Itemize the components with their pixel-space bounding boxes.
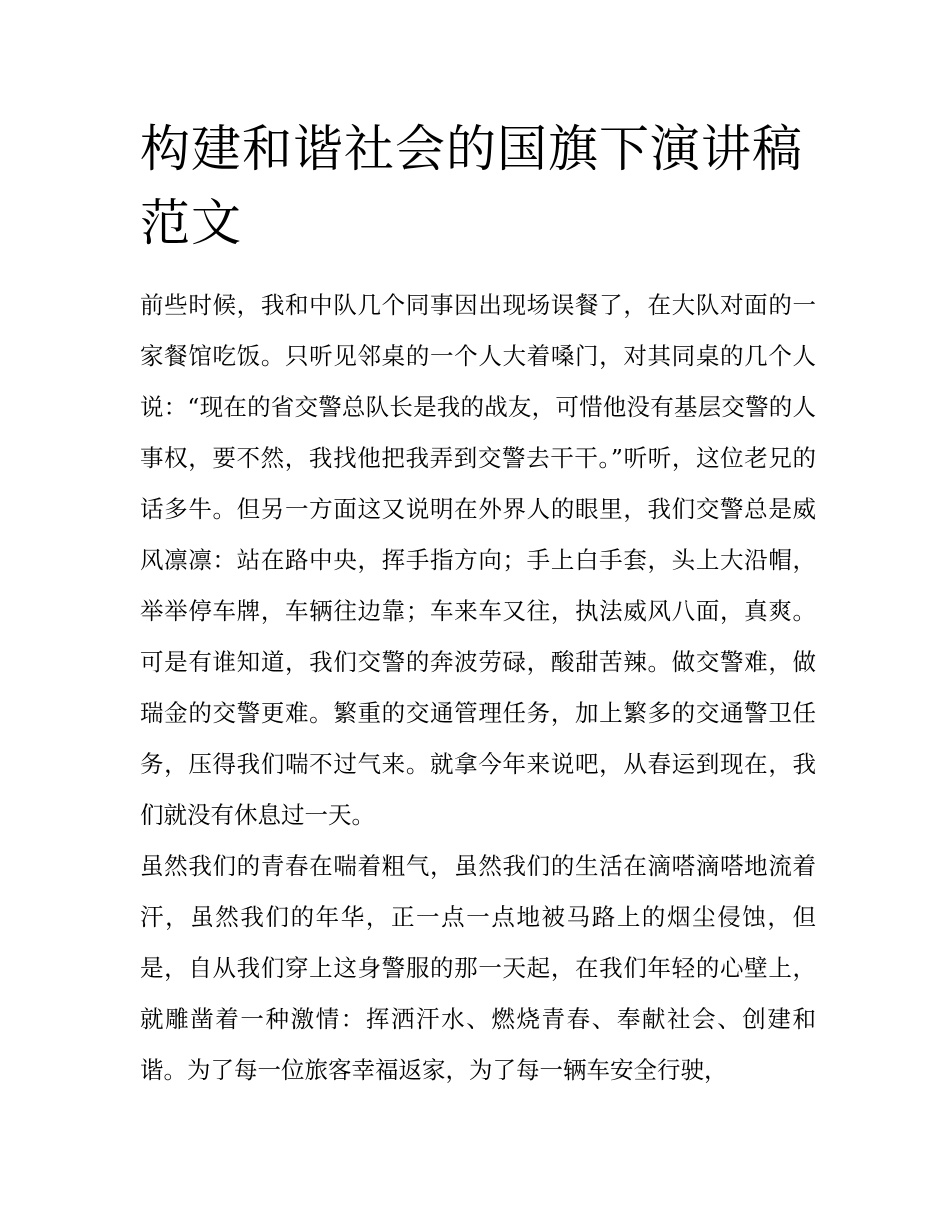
paragraph-1: 前些时候，我和中队几个同事因出现场误餐了，在大队对面的一家餐馆吃饭。只听见邻桌的一个人大着嗓门，对其同桌的几个人说：“现在的省交警总队长是我的战友，可惜他没有基层交警的人事权，要不然，我找他把我弄到交警去干干。”听听，这位老兄的话多牛。但另一方面这又说明在外界人的眼里，我们交警总是威风凛凛：站在路中央，挥手指方向；手上白手套，头上大沿帽，举举停车牌，车辆往边靠；车来车又往，执法威风八面，真爽。可是有谁知道，我们交警的奔波劳碌，酸甜苦辣。做交警难，做瑞金的交警更难。繁重的交通管理任务，加上繁多的交通警卫任务，压得我们喘不过气来。就拿今年来说吧，从春运到现在，我们就没有休息过一天。 — [140, 291, 816, 829]
document-title: 构建和谐社会的国旗下演讲稿范文 — [140, 120, 803, 252]
document-body — [140, 280, 816, 1096]
document-content — [140, 112, 816, 1096]
paragraph-2: 虽然我们的青春在喘着粗气，虽然我们的生活在滴嗒滴嗒地流着汗，虽然我们的年华，正一点一点地被马路上的烟尘侵蚀，但是，自从我们穿上这身警服的那一天起，在我们年轻的心壁上，就雕凿着一种激情：挥洒汗水、燃烧青春、奉献社会、创建和谐。为了每一位旅客幸福返家，为了每一辆车安全行驶， — [140, 852, 816, 1084]
